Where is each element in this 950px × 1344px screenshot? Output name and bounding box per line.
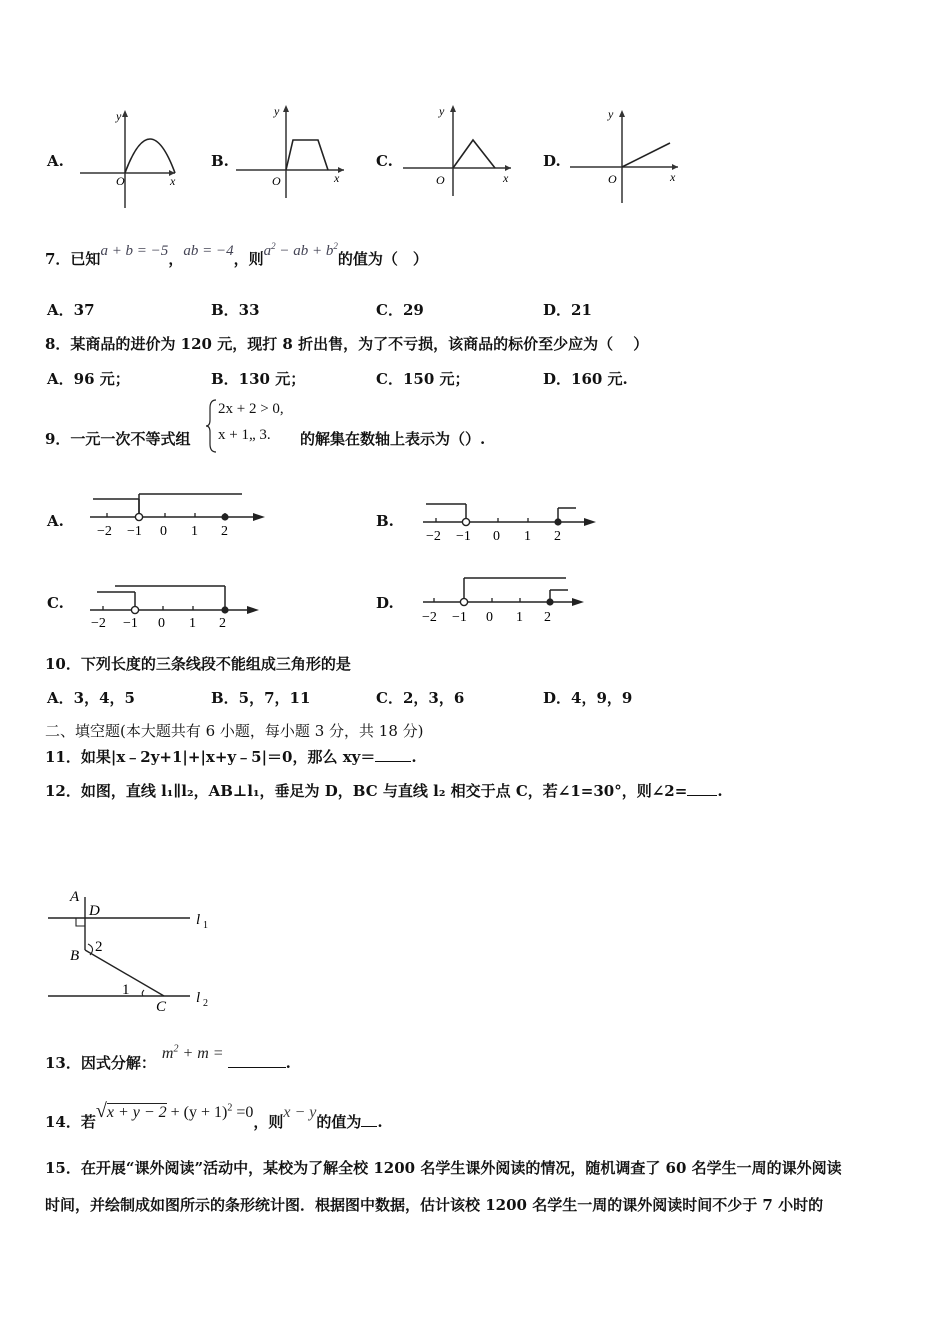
line-l2-sub: 2: [203, 998, 208, 1009]
q11-text: 11．如果|x﹣2y+1|+|x+y﹣5|＝0，那么 xy＝: [45, 748, 376, 766]
question-10: 10．下列长度的三条线段不能组成三角形的是: [45, 655, 351, 673]
q10-option-c: C．2，3，6: [376, 689, 465, 707]
q7-sup-a: 2: [271, 241, 276, 251]
tick-label: −1: [123, 616, 138, 630]
q7-expr3b: − ab + b: [275, 243, 334, 259]
q9-inequality-2: x + 1„ 3.: [218, 427, 271, 443]
question-14: [45, 1100, 383, 1133]
q9-option-b-numberline: [418, 498, 603, 550]
q6-option-b-label: B.: [211, 152, 229, 170]
q7-mid: ，则: [233, 250, 264, 268]
q14-answer-blank[interactable]: [361, 1112, 377, 1127]
q9-option-b-label: B.: [376, 512, 394, 530]
origin-label: O: [436, 173, 445, 187]
q7-prefix: 7．已知: [45, 250, 101, 268]
sqrt-icon: √: [95, 1100, 107, 1122]
q14-mid: ，则: [253, 1113, 284, 1131]
q6-option-d-graph: [570, 105, 685, 205]
q14-rest1: + (y + 1): [166, 1104, 228, 1121]
q9-option-c-label: C.: [47, 594, 64, 612]
q13-expr-m: m: [161, 1045, 174, 1062]
x-axis-label: x: [503, 171, 509, 185]
tick-label: −2: [426, 529, 441, 544]
question-8: 8．某商品的进价为 120 元，现打 8 折出售，为了不亏损，该商品的标价至少应为（ ）: [45, 335, 649, 353]
point-c-label: C: [156, 999, 167, 1015]
origin-label: O: [608, 172, 617, 186]
q7-suffix: 的值为（ ）: [337, 250, 428, 268]
q6-option-a-label: A.: [47, 152, 64, 170]
q8-option-d: D．160 元.: [543, 370, 628, 388]
tick-label: 0: [486, 610, 493, 625]
q9-suffix: 的解集在数轴上表示为（）.: [300, 430, 486, 448]
q9-option-d-numberline: [418, 570, 603, 626]
tick-label: −1: [456, 529, 471, 544]
tick-label: 2: [221, 524, 228, 539]
q14-prefix: 14．若: [45, 1113, 96, 1131]
question-11: [45, 746, 417, 767]
q13-end: .: [285, 1054, 291, 1072]
q7-expr1: a + b = −5: [100, 243, 169, 259]
q11-end: .: [411, 748, 417, 766]
q14-suffix: 的值为: [316, 1113, 362, 1131]
tick-label: −1: [127, 524, 142, 539]
tick-label: 1: [189, 616, 196, 630]
q7-sup-b: 2: [333, 241, 338, 251]
point-b-label: B: [70, 948, 80, 964]
origin-label: O: [272, 174, 281, 188]
q12-text: 12．如图，直线 l₁∥l₂，AB⊥l₁，垂足为 D，BC 与直线 l₂ 相交于点 C，若∠1=30°，则∠2=: [45, 782, 688, 800]
q6-option-b-graph: [236, 100, 351, 200]
q14-expr: x − y: [283, 1104, 317, 1121]
q12-end: .: [717, 782, 723, 800]
q9-brace: [206, 398, 218, 454]
q6-option-a-graph: [80, 105, 180, 210]
x-axis-label: x: [670, 170, 676, 184]
x-axis-label: x: [334, 171, 340, 185]
q7-option-d: D．21: [543, 301, 592, 319]
line-l1-sub: 1: [203, 920, 208, 931]
point-a-label: A: [70, 889, 80, 905]
angle-2-label: 2: [95, 939, 103, 955]
q14-end: .: [377, 1113, 383, 1131]
q10-option-b: B．5，7，11: [211, 689, 311, 707]
point-d-label: D: [89, 903, 100, 919]
tick-label: −2: [91, 616, 106, 630]
q12-answer-blank[interactable]: [687, 781, 717, 796]
q10-option-d: D．4，9，9: [543, 689, 633, 707]
q7-expr3a: a: [263, 243, 272, 259]
tick-label: −1: [452, 610, 467, 625]
question-15-line-2: 时间，并绘制成如图所示的条形统计图．根据图中数据，估计该校 1200 名学生一周的课外阅读时间不少于 7 小时的: [45, 1196, 824, 1214]
q6-option-c-graph: [403, 100, 518, 200]
q10-option-a: A．3，4，5: [47, 689, 135, 707]
q9-option-a-numberline: [85, 488, 270, 540]
q12-figure: [40, 882, 220, 1017]
tick-label: 1: [191, 524, 198, 539]
question-15-line-1: 15．在开展“课外阅读”活动中，某校为了解全校 1200 名学生课外阅读的情况，随机调查了 60 名学生一周的课外阅读: [45, 1159, 842, 1177]
question-12: [45, 780, 723, 801]
q9-option-d-label: D.: [376, 594, 394, 612]
tick-label: 1: [524, 529, 531, 544]
q8-option-a: A．96 元；: [47, 370, 130, 388]
q13-prefix: 13．因式分解：: [45, 1054, 156, 1072]
q7-expr2: ab = −4: [183, 243, 234, 259]
y-axis-label: y: [274, 104, 280, 118]
origin-label: O: [116, 174, 125, 188]
q14-rest2: =0: [232, 1104, 254, 1121]
q7-option-a: A．37: [47, 301, 95, 319]
tick-label: 1: [516, 610, 523, 625]
q9-option-c-numberline: [85, 578, 270, 630]
tick-label: 0: [160, 524, 167, 539]
tick-label: 0: [158, 616, 165, 630]
q9-inequality-1: 2x + 2 > 0,: [218, 401, 284, 417]
question-13: [45, 1043, 291, 1073]
tick-label: 2: [219, 616, 226, 630]
q14-sup: 2: [227, 1102, 233, 1114]
angle-1-label: 1: [122, 982, 130, 998]
q11-answer-blank[interactable]: [375, 747, 411, 762]
q8-option-b: B．130 元；: [211, 370, 306, 388]
question-7: [45, 241, 428, 269]
y-axis-label: y: [116, 109, 122, 123]
tick-label: −2: [97, 524, 112, 539]
q13-expr-rest: + m =: [178, 1045, 224, 1062]
q6-option-c-label: C.: [376, 152, 393, 170]
q13-answer-blank[interactable]: [228, 1053, 286, 1068]
section-2-heading: 二、填空题(本大题共有 6 小题，每小题 3 分，共 18 分): [45, 722, 424, 740]
q13-expr-sup: 2: [173, 1043, 179, 1055]
q9-option-a-label: A.: [47, 512, 64, 530]
line-l2-label: l: [196, 990, 201, 1006]
y-axis-label: y: [439, 104, 445, 118]
q14-sqrt-body: x + y − 2: [106, 1104, 167, 1121]
q7-option-b: B．33: [211, 301, 260, 319]
tick-label: 0: [493, 529, 500, 544]
q6-option-d-label: D.: [543, 152, 561, 170]
q7-sep: ，: [168, 250, 184, 268]
q9-prefix: 9．一元一次不等式组: [45, 430, 191, 448]
tick-label: 2: [554, 529, 561, 544]
x-axis-label: x: [170, 174, 176, 188]
y-axis-label: y: [608, 107, 614, 121]
q8-option-c: C．150 元；: [376, 370, 470, 388]
line-l1-label: l: [196, 912, 201, 928]
tick-label: 2: [544, 610, 551, 625]
tick-label: −2: [422, 610, 437, 625]
q7-option-c: C．29: [376, 301, 424, 319]
